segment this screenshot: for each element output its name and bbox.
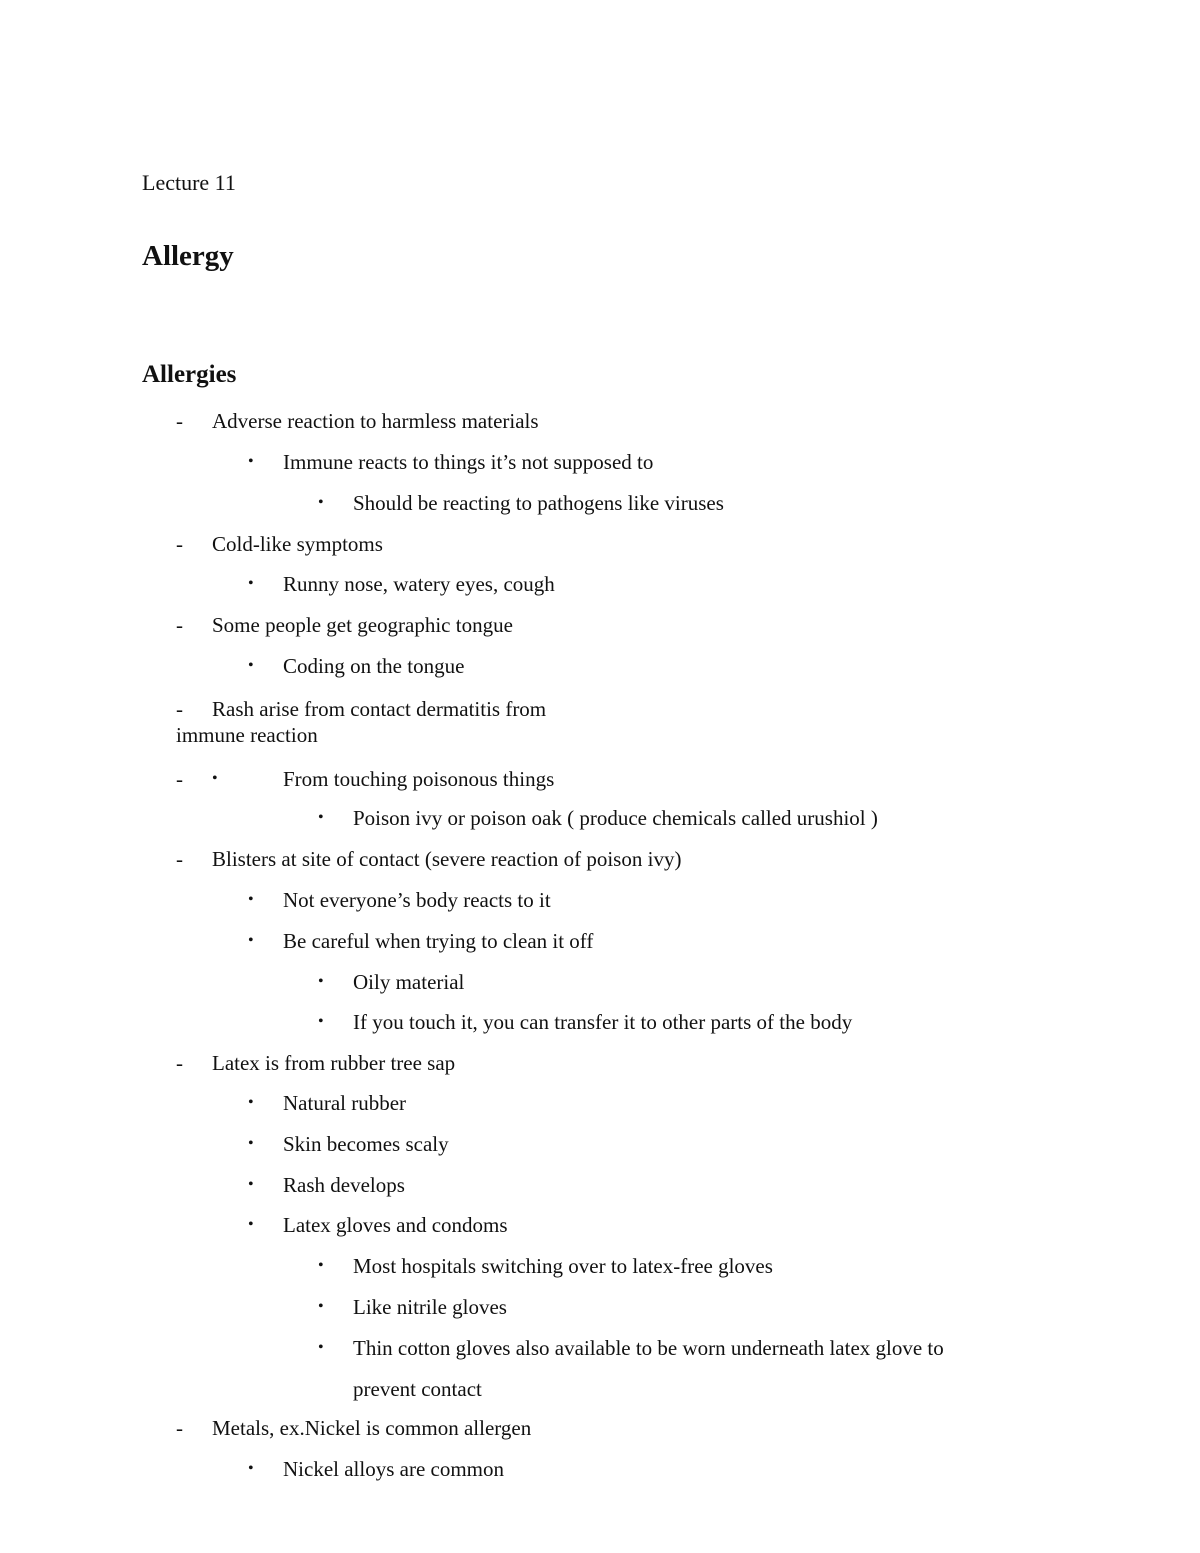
list-item: Like nitrile gloves — [353, 1295, 507, 1319]
list-item: Be careful when trying to clean it off — [283, 929, 594, 953]
list-item: Immune reacts to things it’s not supposed to — [283, 450, 654, 474]
bullet-marker: • — [248, 657, 254, 674]
bullet-marker: • — [318, 494, 324, 511]
list-item: Poison ivy or poison oak ( produce chemicals called urushiol ) — [353, 806, 878, 830]
list-item: Oily material — [353, 970, 465, 994]
bullet-marker: • — [248, 932, 254, 949]
bullet-marker: • — [248, 1094, 254, 1111]
bullet-marker: • — [248, 1135, 254, 1152]
bullet-marker: • — [318, 973, 324, 990]
list-item-continuation: prevent contact — [353, 1377, 482, 1401]
list-item: Not everyone’s body reacts to it — [283, 888, 551, 912]
list-item: Some people get geographic tongue — [212, 613, 513, 637]
list-item: Metals, ex.Nickel is common allergen — [212, 1416, 532, 1440]
list-item-continuation: immune reaction — [176, 723, 318, 747]
dash-marker: - — [176, 1051, 183, 1075]
bullet-marker: • — [248, 1216, 254, 1233]
list-item: Natural rubber — [283, 1091, 407, 1115]
dash-marker: - — [176, 767, 183, 791]
list-item: Thin cotton gloves also available to be worn underneath latex glove to — [353, 1336, 944, 1360]
list-item: Nickel alloys are common — [283, 1457, 505, 1481]
bullet-marker: • — [212, 770, 218, 787]
bullet-marker: • — [248, 575, 254, 592]
list-item: Skin becomes scaly — [283, 1132, 449, 1156]
list-item: Should be reacting to pathogens like viruses — [353, 491, 724, 515]
bullet-marker: • — [248, 1176, 254, 1193]
dash-marker: - — [176, 697, 183, 721]
list-item: Adverse reaction to harmless materials — [212, 409, 539, 433]
list-item: Coding on the tongue — [283, 654, 465, 678]
bullet-marker: • — [318, 1298, 324, 1315]
list-item: Most hospitals switching over to latex-free gloves — [353, 1254, 773, 1278]
list-item: Latex gloves and condoms — [283, 1213, 508, 1237]
list-item: Cold-like symptoms — [212, 532, 383, 556]
list-item: From touching poisonous things — [283, 767, 555, 791]
dash-marker: - — [176, 847, 183, 871]
bullet-marker: • — [248, 891, 254, 908]
document-title: Allergy — [142, 240, 234, 272]
dash-marker: - — [176, 613, 183, 637]
dash-marker: - — [176, 409, 183, 433]
list-item: If you touch it, you can transfer it to other parts of the body — [353, 1010, 853, 1034]
bullet-marker: • — [318, 1257, 324, 1274]
list-item: Blisters at site of contact (severe reaction of poison ivy) — [212, 847, 682, 871]
bullet-marker: • — [318, 1013, 324, 1030]
bullet-marker: • — [318, 809, 324, 826]
lecture-label: Lecture 11 — [142, 170, 236, 195]
dash-marker: - — [176, 1416, 183, 1440]
list-item: Rash develops — [283, 1173, 405, 1197]
dash-marker: - — [176, 532, 183, 556]
bullet-marker: • — [318, 1339, 324, 1356]
list-item: Latex is from rubber tree sap — [212, 1051, 456, 1075]
list-item: Rash arise from contact dermatitis from — [212, 697, 547, 721]
bullet-marker: • — [248, 1460, 254, 1477]
section-title: Allergies — [142, 361, 237, 388]
bullet-marker: • — [248, 453, 254, 470]
list-item: Runny nose, watery eyes, cough — [283, 572, 555, 596]
